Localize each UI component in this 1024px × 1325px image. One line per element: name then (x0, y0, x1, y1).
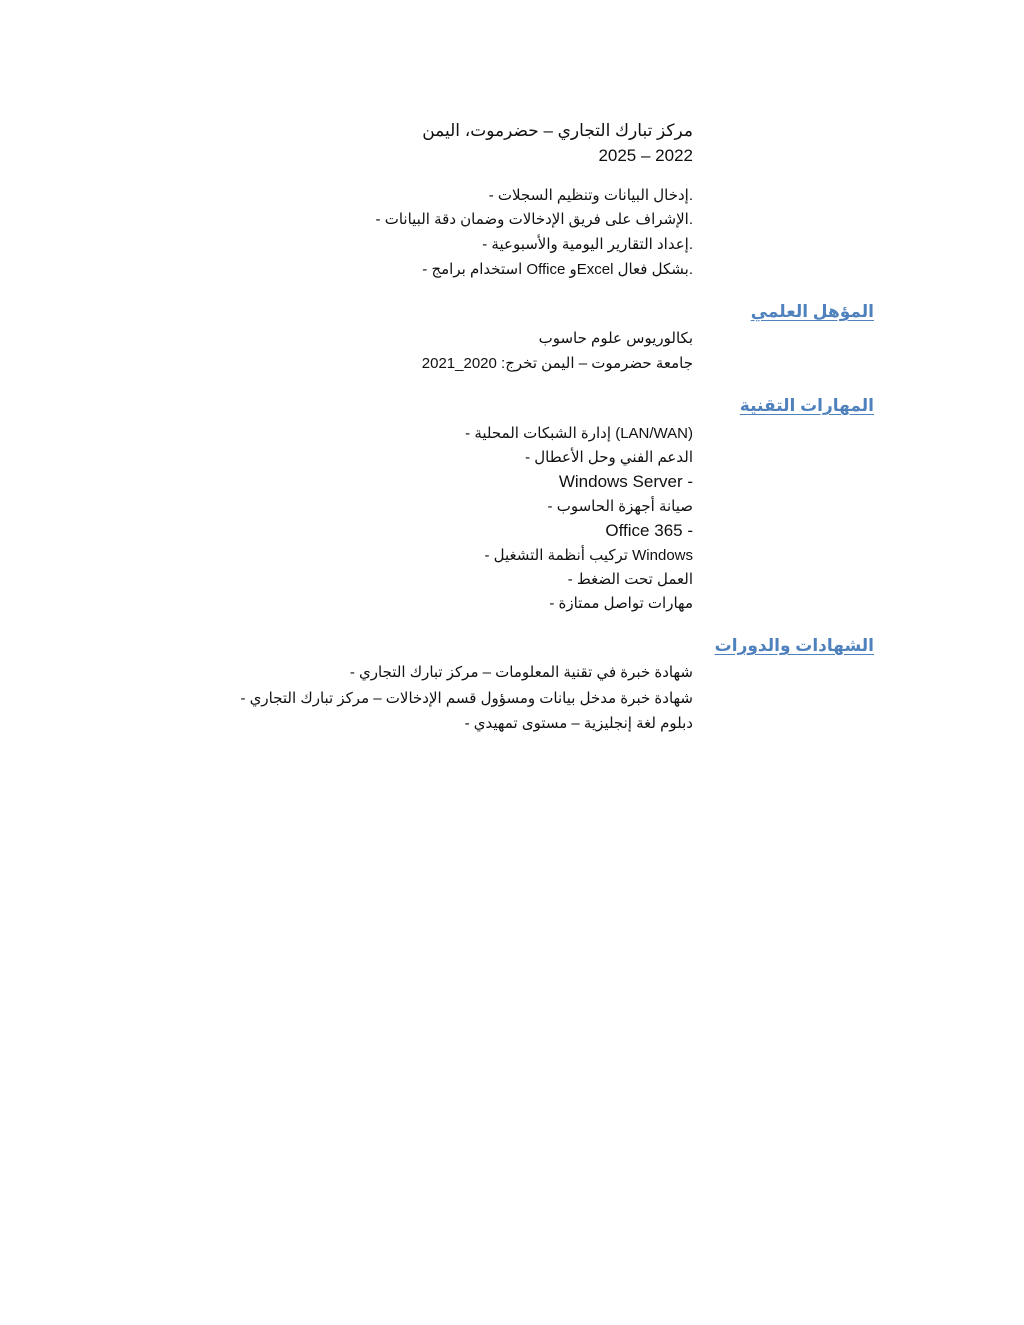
experience-duty: .إدخال البيانات وتنظيم السجلات - (488, 187, 693, 204)
certificate-item: دبلوم لغة إنجليزية – مستوى تمهيدي - (464, 715, 693, 732)
education-heading: المؤهل العلمي (750, 302, 874, 321)
education-degree: بكالوريوس علوم حاسوب (538, 330, 693, 347)
skill-item: Windows تركيب أنظمة التشغيل - (484, 547, 693, 564)
education-university: جامعة حضرموت – اليمن تخرج: 2020_2021 (421, 355, 693, 372)
skill-item: العمل تحت الضغط - (567, 571, 693, 588)
experience-period: 2022 – 2025 (598, 146, 693, 165)
skill-item: صيانة أجهزة الحاسوب - (547, 498, 693, 515)
skill-item: - Windows Server (558, 472, 693, 491)
skills-heading: المهارات التقنية (739, 396, 874, 415)
skill-item: مهارات تواصل ممتازة - (549, 595, 693, 612)
certificate-item: شهادة خبرة مدخل بيانات ومسؤول قسم الإدخالات – مركز تبارك التجاري - (240, 690, 693, 707)
certificates-heading: الشهادات والدورات (714, 636, 874, 655)
experience-company: مركز تبارك التجاري – حضرموت، اليمن (422, 121, 693, 140)
skill-item: - Office 365 (605, 521, 693, 540)
experience-duty: .بشكل فعال Excelو Office استخدام برامج - (422, 261, 693, 278)
skill-item: (LAN/WAN) إدارة الشبكات المحلية - (465, 425, 693, 442)
certificate-item: شهادة خبرة في تقنية المعلومات – مركز تبارك التجاري - (349, 664, 693, 681)
skill-item: الدعم الفني وحل الأعطال - (525, 449, 693, 466)
experience-duty: .إعداد التقارير اليومية والأسبوعية - (482, 236, 693, 253)
experience-duty: .الإشراف على فريق الإدخالات وضمان دقة البيانات - (375, 211, 693, 228)
